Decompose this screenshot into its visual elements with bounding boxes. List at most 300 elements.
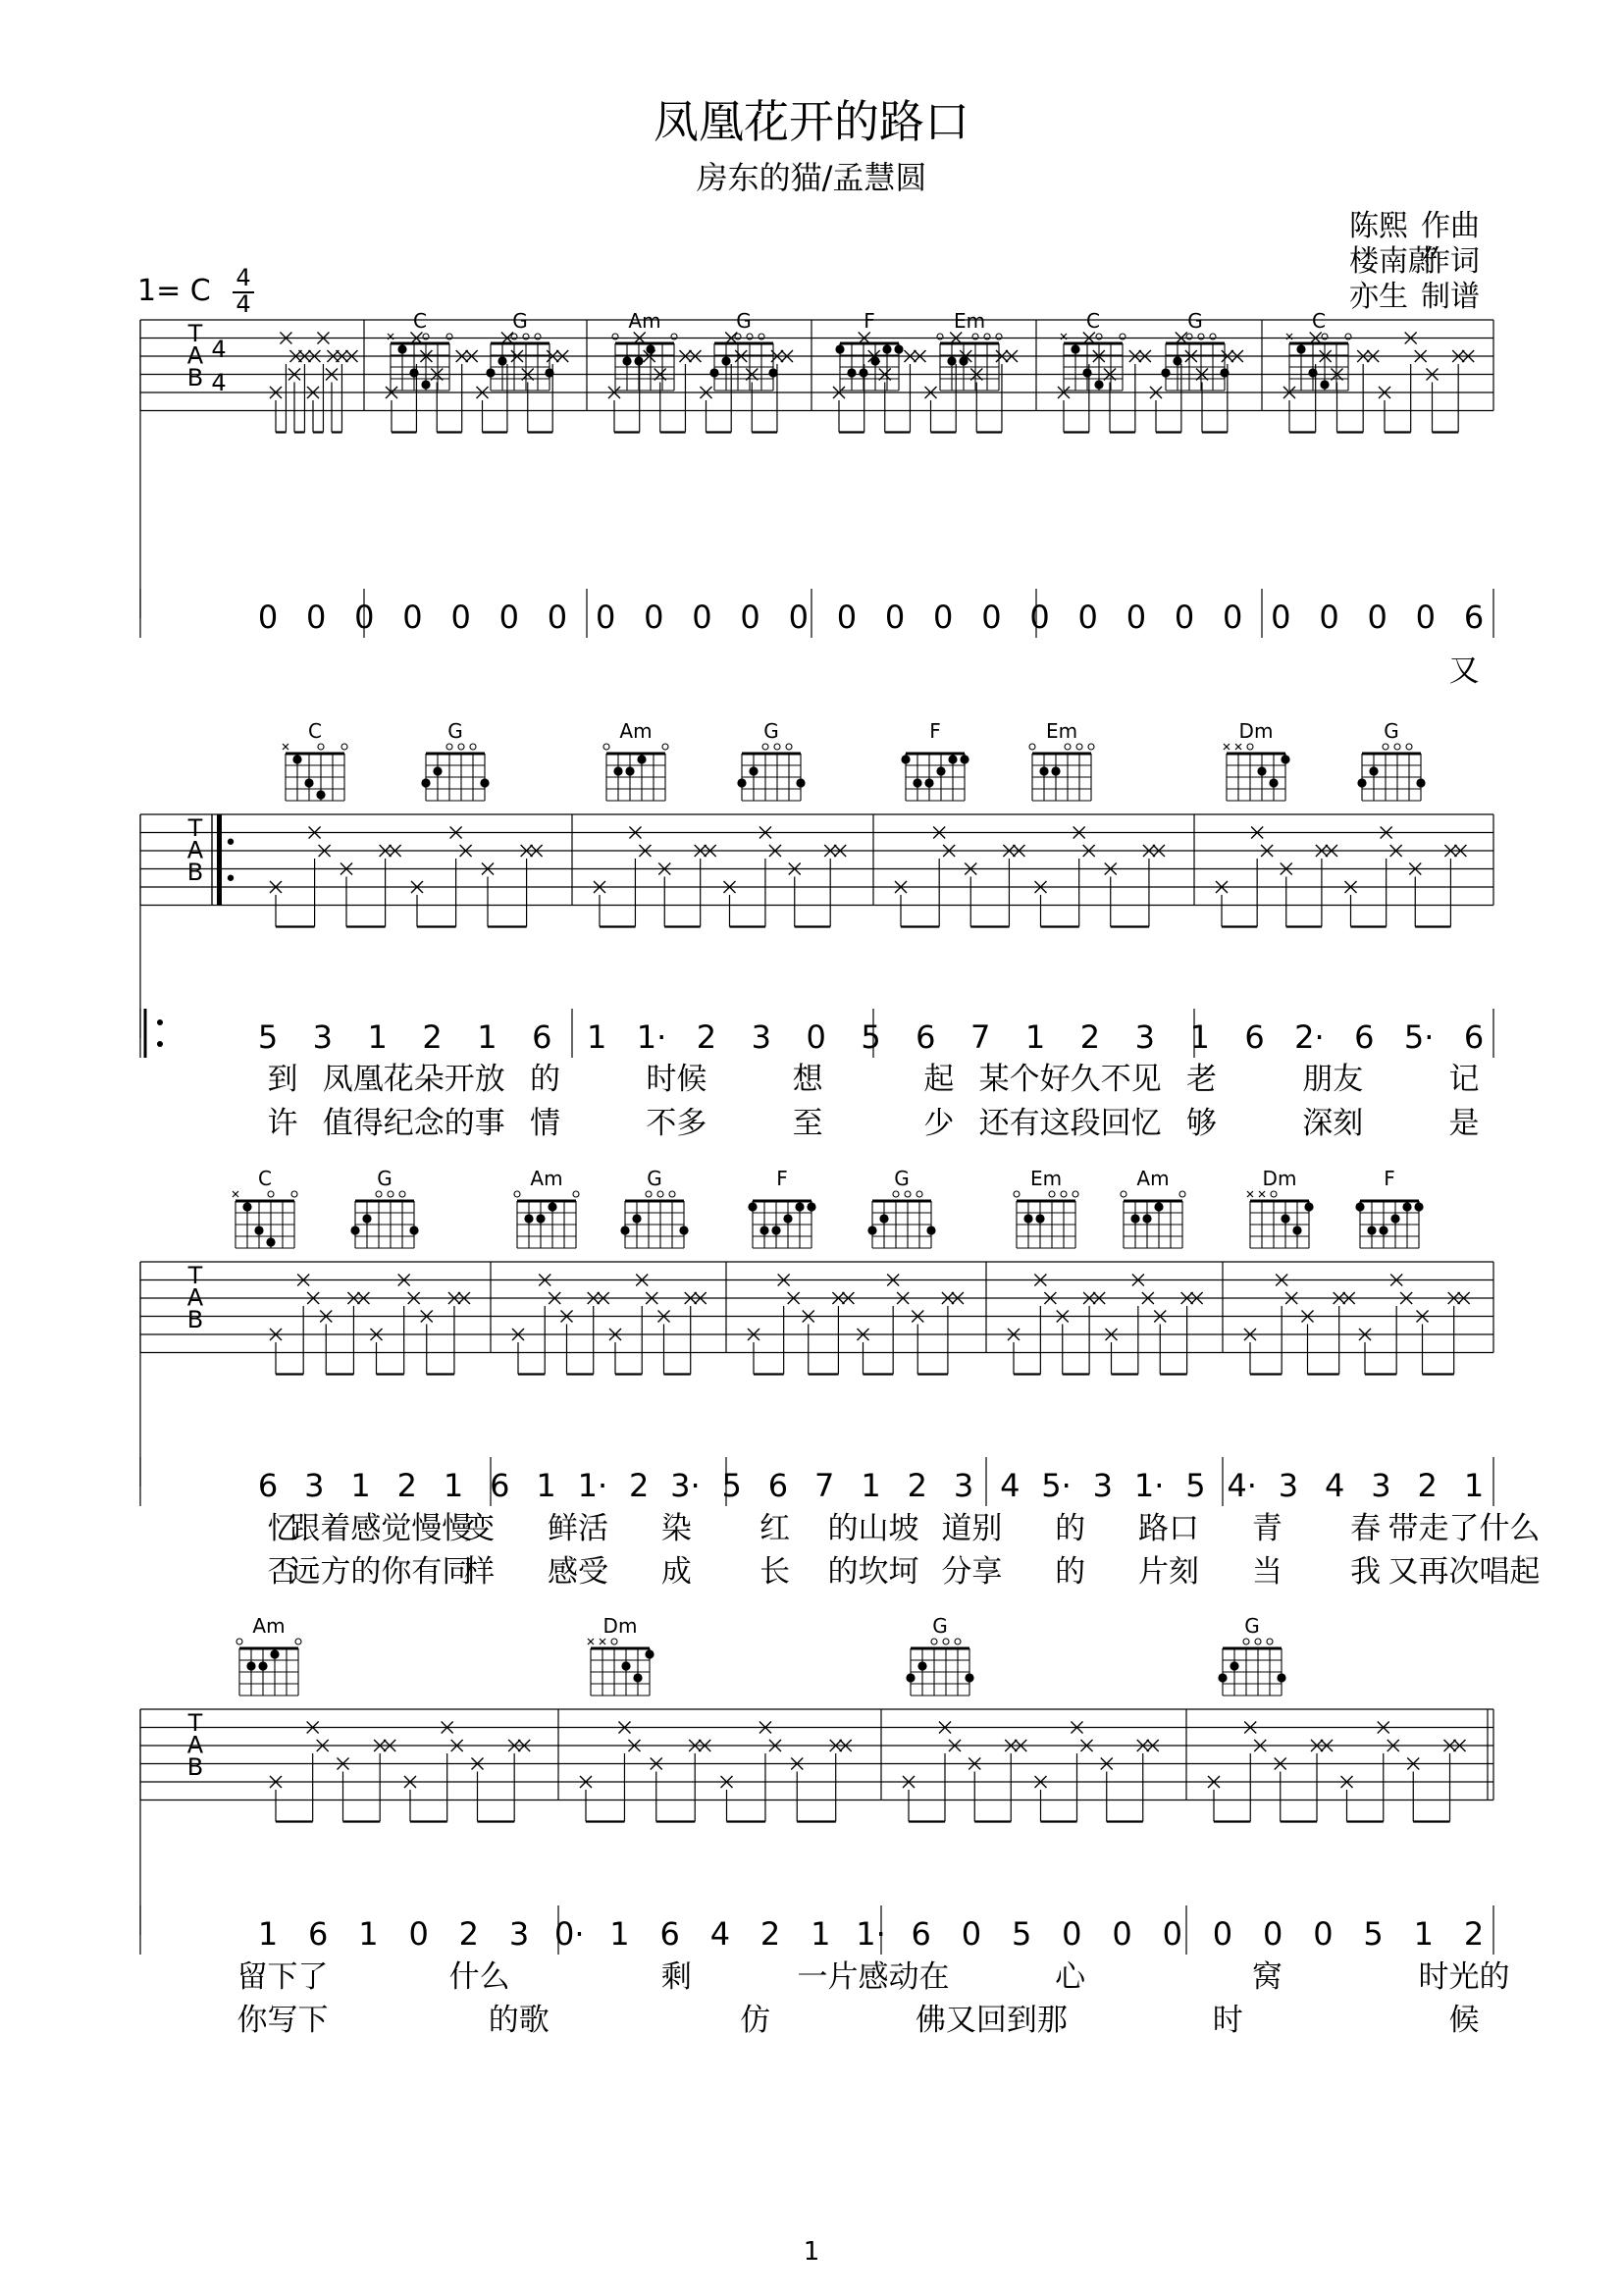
finger-dot <box>421 380 430 389</box>
tab-clef-letter: T <box>187 814 203 842</box>
chord-name: G <box>647 1167 662 1190</box>
finger-dot <box>1414 1202 1423 1211</box>
chord-name: G <box>932 1614 948 1638</box>
jianpu-note: 0 <box>981 599 1002 636</box>
finger-dot <box>316 790 325 799</box>
jianpu-note: 6 <box>1244 1018 1265 1056</box>
open-string-mark <box>916 1191 922 1197</box>
chord-diagram-am <box>236 1614 301 1696</box>
finger-dot <box>433 766 442 775</box>
chord-name: G <box>736 309 752 333</box>
finger-dot <box>1390 1214 1399 1223</box>
lyric-line-1: 时光的 <box>1418 1959 1510 1995</box>
composer-credit-role: 作词 <box>1421 244 1480 279</box>
lyric-line-2: 许 <box>267 1106 298 1141</box>
finger-dot <box>709 368 718 377</box>
open-string-mark <box>774 744 780 750</box>
open-string-mark <box>943 1639 949 1644</box>
jianpu-note: 1 <box>587 1018 607 1056</box>
finger-dot <box>759 1226 768 1234</box>
jianpu-note: 1· <box>856 1915 886 1953</box>
finger-dot <box>924 778 933 787</box>
finger-dot <box>879 1214 888 1223</box>
jianpu-note: 3 <box>1371 1467 1391 1504</box>
chord-name: C <box>308 719 322 743</box>
jianpu-note: 1 <box>811 1915 831 1953</box>
open-string-mark <box>236 1639 242 1644</box>
open-string-mark <box>662 744 668 750</box>
lyric-line-2: 仿 <box>740 2003 771 2038</box>
tab-clef-letter: B <box>186 1753 204 1782</box>
jianpu-note: 1· <box>636 1018 667 1056</box>
lyric-line-2: 的坎坷 <box>827 1554 919 1590</box>
jianpu-note: 2 <box>759 1915 781 1953</box>
finger-dot <box>645 1649 654 1658</box>
jianpu-note: 2 <box>907 1467 927 1504</box>
lyric-line-1: 到 <box>267 1062 298 1097</box>
lyric-line-1: 窝 <box>1251 1959 1283 1995</box>
chord-name: Am <box>628 309 661 333</box>
open-string-mark <box>573 1191 579 1197</box>
finger-dot <box>795 1202 804 1211</box>
jianpu-note: 0 <box>836 599 858 636</box>
chord-diagram-em <box>1014 1167 1078 1248</box>
open-string-mark <box>893 1191 899 1197</box>
chord-name: Dm <box>1262 1167 1297 1190</box>
finger-dot <box>1357 778 1366 787</box>
lyric-line-2: 够 <box>1185 1106 1217 1141</box>
finger-dot <box>362 1214 371 1223</box>
jianpu-note: 0 <box>1212 1915 1233 1953</box>
finger-dot <box>421 778 430 787</box>
lyric-line-2: 片刻 <box>1138 1554 1199 1590</box>
lyric-line-1: 什么 <box>448 1959 510 1995</box>
jianpu-note: 1 <box>350 1467 371 1504</box>
chord-name: Am <box>252 1614 286 1638</box>
chord-diagram-dm <box>588 1614 654 1696</box>
lyric-line-2: 你写下 <box>236 2003 329 2038</box>
jianpu-note: 6 <box>1463 599 1485 636</box>
open-string-mark <box>1255 1639 1261 1644</box>
chord-diagram-f <box>1355 1167 1423 1248</box>
jianpu-note: 0 <box>644 599 664 636</box>
open-string-mark <box>905 1191 911 1197</box>
finger-dot <box>620 1226 629 1234</box>
chord-name: Em <box>1045 719 1078 743</box>
jianpu-note: 6 <box>1463 1018 1485 1056</box>
open-string-mark <box>1073 1191 1078 1197</box>
finger-dot <box>1023 1214 1032 1223</box>
jianpu-note: 1 <box>1024 1018 1046 1056</box>
key-signature: 1= C <box>137 274 211 308</box>
finger-dot <box>1094 380 1103 389</box>
jianpu-note: 1 <box>1189 1018 1210 1056</box>
chord-name: G <box>1384 719 1399 743</box>
open-string-mark <box>1014 1191 1020 1197</box>
open-string-mark <box>669 1191 675 1197</box>
jianpu-note: 5 <box>861 1018 881 1056</box>
jianpu-note: 7 <box>970 1018 991 1056</box>
repeat-dot <box>157 1019 163 1025</box>
lyric-line-1: 道别 <box>941 1511 1003 1546</box>
finger-dot <box>548 1202 556 1211</box>
lyric-line-1: 的 <box>1055 1511 1086 1546</box>
open-string-mark <box>1179 1191 1185 1197</box>
finger-dot <box>894 344 903 353</box>
finger-dot <box>867 1226 876 1234</box>
chord-diagram-am <box>514 1167 579 1248</box>
jianpu-note: 1· <box>1133 1467 1165 1504</box>
lyric-line-1: 的 <box>530 1062 561 1097</box>
open-string-mark <box>388 1191 393 1197</box>
tab-system-2 <box>140 719 1493 1141</box>
lyric-line-2: 长 <box>759 1554 791 1590</box>
lyric-line-2: 我 <box>1350 1554 1382 1590</box>
jianpu-note: 0 <box>1313 1915 1334 1953</box>
chord-name: Am <box>530 1167 563 1190</box>
finger-dot <box>847 368 856 377</box>
jianpu-note: 0 <box>1062 1915 1082 1953</box>
open-string-mark <box>611 1639 617 1644</box>
jianpu-note: 1 <box>477 1018 497 1056</box>
open-string-mark <box>955 1639 961 1644</box>
finger-dot <box>1173 356 1181 365</box>
jianpu-note: 0 <box>1223 599 1243 636</box>
open-string-mark <box>646 1191 652 1197</box>
finger-dot <box>613 766 622 775</box>
tab-time-signature: 4 <box>211 369 227 396</box>
open-string-mark <box>268 1191 274 1197</box>
jianpu-note: 0 <box>1174 599 1195 636</box>
open-string-mark <box>1383 744 1388 750</box>
jianpu-note: 3 <box>1092 1467 1114 1504</box>
finger-dot <box>1304 1202 1313 1211</box>
open-string-mark <box>1247 744 1253 750</box>
finger-dot <box>679 1226 688 1234</box>
chord-name: F <box>776 1167 788 1190</box>
chord-diagram-am <box>1121 1167 1185 1248</box>
jianpu-note: 2 <box>1079 1018 1101 1056</box>
lyric-line-2: 又再次唱起 <box>1387 1554 1541 1590</box>
open-string-mark <box>341 744 347 750</box>
lyric-line-1: 想 <box>792 1062 823 1097</box>
page-number: 1 <box>803 2237 820 2267</box>
open-string-mark <box>1049 1191 1055 1197</box>
finger-dot <box>1416 778 1425 787</box>
finger-dot <box>1130 1214 1139 1223</box>
lyric-line-1: 带走了什么 <box>1387 1511 1541 1546</box>
open-string-mark <box>295 1639 301 1644</box>
finger-dot <box>1281 1214 1289 1223</box>
chord-diagram-dm <box>1247 1167 1314 1248</box>
lyric-line-1: 老 <box>1185 1062 1217 1097</box>
chord-name: Em <box>1029 1167 1063 1190</box>
open-string-mark <box>1076 744 1082 750</box>
lyric-line-2: 远方的你有同 <box>289 1554 473 1590</box>
chord-diagram-g <box>1357 719 1425 801</box>
lyric-line-2: 还有这段回忆 <box>978 1106 1162 1141</box>
finger-dot <box>524 1214 533 1223</box>
finger-dot <box>292 755 301 763</box>
jianpu-note: 0 <box>1112 1915 1132 1953</box>
finger-dot <box>1035 1214 1044 1223</box>
finger-dot <box>270 1649 279 1658</box>
open-string-mark <box>291 1191 297 1197</box>
lyric-line-2: 值得纪念的事 <box>322 1106 505 1141</box>
lyric-line-2: 否 <box>267 1554 298 1590</box>
composer-credit-name: 楼南蔚 <box>1349 244 1438 279</box>
finger-dot <box>859 368 867 377</box>
lyric-line-1: 起 <box>923 1062 955 1097</box>
chord-diagram-g <box>709 309 777 391</box>
lyric-line-2: 佛又回到那 <box>915 2003 1068 2038</box>
lyric-line-2: 深刻 <box>1302 1106 1364 1141</box>
jianpu-note: 5· <box>1041 1467 1072 1504</box>
lyric-line-2: 至 <box>792 1106 823 1141</box>
chord-name: F <box>1384 1167 1395 1190</box>
chord-name: Dm <box>602 1614 638 1638</box>
finger-dot <box>409 368 418 377</box>
finger-dot <box>621 1661 630 1670</box>
jianpu-note: 0 <box>1319 599 1339 636</box>
jianpu-note: 2 <box>696 1018 717 1056</box>
finger-dot <box>926 1226 935 1234</box>
finger-dot <box>1257 766 1266 775</box>
time-signature-top: 4 <box>236 264 251 291</box>
jianpu-note: 0 <box>305 599 327 636</box>
jianpu-note: 1 <box>861 1467 881 1504</box>
jianpu-note: 0 <box>1126 599 1147 636</box>
chord-name: C <box>1312 309 1326 333</box>
lyric-line-1: 留下了 <box>236 1959 329 1995</box>
finger-dot <box>1277 1673 1285 1682</box>
finger-dot <box>882 344 891 353</box>
lyric-line-2: 样 <box>464 1554 496 1590</box>
open-string-mark <box>1271 1191 1277 1197</box>
open-string-mark <box>318 744 324 750</box>
chord-diagram-g <box>350 1167 418 1248</box>
finger-dot <box>1320 380 1329 389</box>
finger-dot <box>947 356 956 365</box>
tab-system-3 <box>140 1167 1541 1590</box>
jianpu-note: 0 <box>498 599 519 636</box>
open-string-mark <box>446 744 452 750</box>
finger-dot <box>625 766 634 775</box>
chord-name: Em <box>953 309 986 333</box>
finger-dot <box>1355 1202 1364 1211</box>
tab-time-signature: 4 <box>211 336 227 363</box>
finger-dot <box>1281 755 1289 763</box>
tab-clef-letter: T <box>187 1709 203 1737</box>
lyric-line-1: 一片感动在 <box>797 1959 950 1995</box>
open-string-mark <box>603 744 609 750</box>
jianpu-note: 0 <box>408 1915 429 1953</box>
finger-dot <box>1082 368 1091 377</box>
finger-dot <box>1071 344 1079 353</box>
finger-dot <box>835 344 844 353</box>
open-string-mark <box>786 744 792 750</box>
chord-name: Am <box>619 719 653 743</box>
finger-dot <box>1051 766 1060 775</box>
chord-name: G <box>1187 309 1203 333</box>
finger-dot <box>749 766 758 775</box>
finger-dot <box>748 1202 757 1211</box>
jianpu-note: 7 <box>814 1467 835 1504</box>
finger-dot <box>497 356 506 365</box>
jianpu-note: 0 <box>257 599 279 636</box>
jianpu-note: 2 <box>396 1467 417 1504</box>
chord-diagram-g <box>737 719 805 801</box>
finger-dot <box>917 1661 926 1670</box>
open-string-mark <box>470 744 476 750</box>
open-string-mark <box>514 1191 520 1197</box>
jianpu-note: 1 <box>1413 1915 1434 1953</box>
finger-dot <box>965 1673 973 1682</box>
jianpu-note: 3 <box>1134 1018 1155 1056</box>
composer-credit-name: 陈熙 <box>1349 209 1408 243</box>
open-string-mark <box>931 1639 937 1644</box>
lyric-line-1: 红 <box>759 1511 791 1546</box>
finger-dot <box>409 1226 418 1234</box>
chord-diagram-dm <box>1224 719 1290 801</box>
jianpu-note: 0 <box>1367 599 1387 636</box>
finger-dot <box>913 778 921 787</box>
finger-dot <box>246 1661 255 1670</box>
lyric-line-2: 不多 <box>646 1106 707 1141</box>
finger-dot <box>486 368 495 377</box>
chord-name: G <box>894 1167 910 1190</box>
jianpu-note: 1 <box>358 1915 379 1953</box>
lyric-line-1: 朋友 <box>1302 1062 1364 1097</box>
finger-dot <box>768 368 777 377</box>
lyric-line-2: 的歌 <box>488 2003 550 2038</box>
jianpu-note: 5 <box>1011 1915 1032 1953</box>
finger-dot <box>1379 1226 1387 1234</box>
chord-diagram-f <box>901 719 969 801</box>
finger-dot <box>633 1673 642 1682</box>
jianpu-note: 0 <box>1271 599 1291 636</box>
jianpu-note: 1 <box>1463 1467 1485 1504</box>
finger-dot <box>901 755 910 763</box>
jianpu-note: 1· <box>577 1467 608 1504</box>
jianpu-note: 3 <box>1278 1467 1299 1504</box>
chord-diagram-em <box>937 309 1002 391</box>
tab-clef-letter: A <box>186 1731 204 1759</box>
chord-name: C <box>413 309 427 333</box>
finger-dot <box>1269 778 1278 787</box>
chord-diagram-f <box>835 309 903 391</box>
lyric-line-1: 鲜活 <box>548 1511 608 1546</box>
jianpu-note: 2· <box>1294 1018 1325 1056</box>
jianpu-note: 5 <box>1363 1915 1384 1953</box>
repeat-dot <box>228 875 234 881</box>
jianpu-note: 3 <box>304 1467 325 1504</box>
chord-name: G <box>512 309 528 333</box>
finger-dot <box>906 1673 915 1682</box>
lyric-line-1: 跟着感觉慢慢 <box>289 1511 473 1546</box>
jianpu-note: 1 <box>443 1467 464 1504</box>
finger-dot <box>632 1214 641 1223</box>
jianpu-note: 4 <box>1325 1467 1345 1504</box>
lyric-line-1: 变 <box>464 1511 496 1546</box>
chord-name: F <box>929 719 941 743</box>
lyric-line-1: 凤凰花朵开放 <box>322 1062 505 1097</box>
open-string-mark <box>1088 744 1094 750</box>
jianpu-note: 6 <box>1354 1018 1375 1056</box>
open-string-mark <box>1394 744 1400 750</box>
lyric-line-1: 某个好久不见 <box>978 1062 1162 1097</box>
finger-dot <box>737 778 746 787</box>
lyric-line-1: 青 <box>1251 1511 1283 1546</box>
jianpu-note: 0 <box>961 1915 982 1953</box>
tab-clef-letter: A <box>186 1283 204 1312</box>
jianpu-note: 0 <box>1262 1915 1283 1953</box>
jianpu-note: 6 <box>532 1018 552 1056</box>
composer-credit-role: 制谱 <box>1421 280 1480 314</box>
jianpu-note: 4 <box>1000 1467 1021 1504</box>
lyric-line-2: 少 <box>923 1106 955 1141</box>
open-string-mark <box>1267 1639 1273 1644</box>
finger-dot <box>1230 1661 1238 1670</box>
finger-dot <box>771 1226 780 1234</box>
composer-credit-name: 亦生 <box>1349 280 1408 314</box>
open-string-mark <box>399 1191 405 1197</box>
jianpu-note: 0· <box>553 1915 585 1953</box>
jianpu-note: 6 <box>257 1467 279 1504</box>
jianpu-note: 6 <box>490 1467 510 1504</box>
finger-dot <box>634 356 643 365</box>
finger-dot <box>783 1214 792 1223</box>
jianpu-note: 3 <box>508 1915 530 1953</box>
tab-system-4 <box>140 1614 1510 2038</box>
lyric-line-1: 剩 <box>660 1959 692 1995</box>
jianpu-note: 0 <box>450 599 471 636</box>
jianpu-note: 5· <box>1403 1018 1435 1056</box>
jianpu-note: 0 <box>692 599 712 636</box>
jianpu-note: 4 <box>709 1915 731 1953</box>
finger-dot <box>1367 1226 1376 1234</box>
lyric-line-1: 染 <box>660 1511 692 1546</box>
finger-dot <box>960 755 969 763</box>
lyric-line-2: 情 <box>530 1106 561 1141</box>
finger-dot <box>637 755 646 763</box>
tab-system-1 <box>140 309 1493 689</box>
repeat-bar-thick <box>217 814 222 906</box>
finger-dot <box>1369 766 1378 775</box>
jianpu-note: 2 <box>628 1467 650 1504</box>
chord-diagram-g <box>1161 309 1229 391</box>
open-string-mark <box>1029 744 1035 750</box>
finger-dot <box>304 778 313 787</box>
chord-diagram-g <box>421 719 489 801</box>
chord-name: G <box>377 1167 393 1190</box>
finger-dot <box>536 1214 545 1223</box>
finger-dot <box>1402 1202 1411 1211</box>
lyric-line-1: 的山坡 <box>827 1511 919 1546</box>
jianpu-note: 1 <box>257 1915 279 1953</box>
finger-dot <box>807 1202 815 1211</box>
chord-name: C <box>258 1167 272 1190</box>
tab-clef-letter: A <box>186 341 204 370</box>
finger-dot <box>1142 1214 1151 1223</box>
chord-diagram-g <box>620 1167 688 1248</box>
finger-dot <box>254 1226 263 1234</box>
lyric-line-1: 心 <box>1055 1959 1086 1995</box>
jianpu-note: 2 <box>1417 1467 1438 1504</box>
finger-dot <box>796 778 805 787</box>
lyric-line-1: 忆 <box>267 1511 298 1546</box>
finger-dot <box>1161 368 1170 377</box>
